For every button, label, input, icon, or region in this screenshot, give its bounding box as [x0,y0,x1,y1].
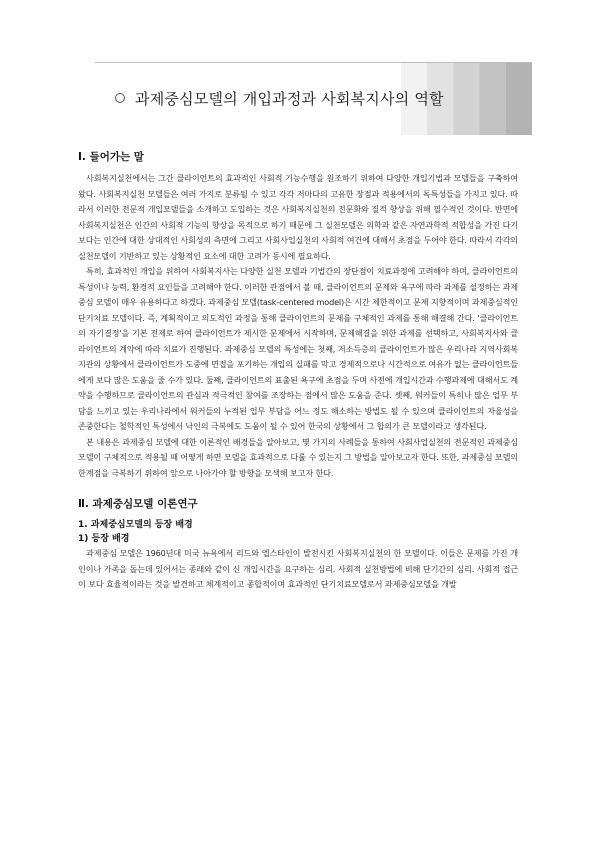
title-banner-content [95,62,532,134]
section-heading-intro: Ⅰ. 들어가는 말 [78,151,144,163]
document-body [78,150,518,593]
intro-paragraph-2: 특히, 효과적인 개입을 위하여 사회복지사는 다양한 실천 모델과 기법간의 장단점이 치료과정에 고려해야 하며, 클라이언트의 특성이나 능력, 환경적 요인들을 고려해야 한다. 이러한 관점에서 볼 때, 클라이언트의 문제와 욕구에 따라 과제를 설정하는 과제중심 모델이 매우 유용하다고 하겠다. 과제중심 모델(task-centered model)은 시간 제한적이고 문제 지향적이며 과제중심적인 단기치료 모델이다. 즉, 계획적이고 의도적인 과정을 통해 클라이언트의 문제를 구체적인 과제를 통해 해결해 간다. '클라이언트의 자기결정'을 기본 전제로 하여 클라이언트가 제시한 문제에서 시작하며, 문제해결을 위한 과제를 선택하고, 사회복지사와 클라이언트의 계약에 따라 치료가 진행된다. 과제중심 모델의 특성에는 첫째, 저소득층의 클라이언트가 많은 우리나라 지역사회복지관의 상황에서 클라이언트가 도중에 면접을 포기하는 개입의 실패를 막고 경제적으로나 시간적으로 여유가 없는 클라이언트들에게 보다 많은 도움을 줄 수가 있다. 둘째, 클라이언트의 표출된 욕구에 초점을 두며 사전에 개입시간과 수행과제에 대해서도 계약을 수행하므로 클라이언트의 관심과 적극적인 참여를 조장하는 점에서 많은 도움을 준다. 셋째, 워커들이 특히나 많은 업무 부담을 느끼고 있는 우리나라에서 워커들의 누적된 업무 부담을 어느 정도 해소하는 방법도 될 수 있으며 클라이언트의 자율성을 존중한다는 철학적인 특성에서 낙인의 극복에도 도움이 될 수 있어 한국의 상황에서 그 합의가 큰 모델이라고 생각된다. [78,266,518,431]
document-title: 과제중심모델의 개입과정과 사회복지사의 역할 [135,89,444,108]
intro-paragraph-1: 사회복지실천에서는 그간 클라이언트의 효과적인 사회적 기능수행을 원조하기 위하여 다양한 개입기법과 모델들을 구축하여 왔다. 사회복지실천 모델들은 여러 가지로 분류될 수 있고 각각 저마다의 고유한 장점과 적용에서의 독특성들을 가지고 있다. 따라서 이러한 전문적 개입모델들을 소개하고 도입하는 것은 사회복지실천의 전문화와 질적 향상을 위해 필수적인 것이다. 반면에 사회복지실천은 인간의 사회적 기능의 향상을 목적으로 하기 때문에 그 실천모델은 의학과 같은 자연과학적 적합성을 가진 다기 보다는 인간에 대한 상대적인 사회성의 측면에 그리고 사회사업실천의 사회적 여건에 대해서 초점을 두어야 한다. 따라서 각각의 실천모델이 기반하고 있는 상황적인 요소에 대한 고려가 동시에 필요하다. [78,173,518,261]
section-heading-theory: Ⅱ. 과제중심모델 이론연구 [78,498,198,510]
circle-bullet-icon [115,93,125,103]
intro-paragraph-3: 본 내용은 과제중심 모델에 대한 이론적인 배경들을 알아보고, 몇 가지의 사례들을 통하여 사회사업실천의 전문적인 과제중심 모델이 구체적으로 적용될 때 어떻게 하면 모델을 효과적으로 다룰 수 있는지 그 방법을 알아보고자 한다. 또한, 과제중심 모델의 한계점을 극복하기 위하여 앞으로 나아가야 할 방향을 모색해 보고자 한다. [78,436,518,478]
theory-paragraph-1: 과제중심 모델은 1960년대 미국 뉴욕에서 리드와 엡스타인이 발전시킨 사회복지실천의 한 모델이다. 이들은 문제를 가진 개인이나 가족을 돕는데 있어서는 종래와 같이 신 개입시간을 요구하는 심리. 사회적 실천방법에 비해 단기간의 심리. 사회적 접근이 보다 효율적이라는 것을 발견하고 체계적이고 종합적이며 효과적인 단기치료모델로서 과제중심모델을 개발 [78,548,518,589]
subsection-heading: 1. 과제중심모델의 등장 배경 [78,520,193,530]
subsubsection-heading: 1) 등장 배경 [78,534,130,544]
